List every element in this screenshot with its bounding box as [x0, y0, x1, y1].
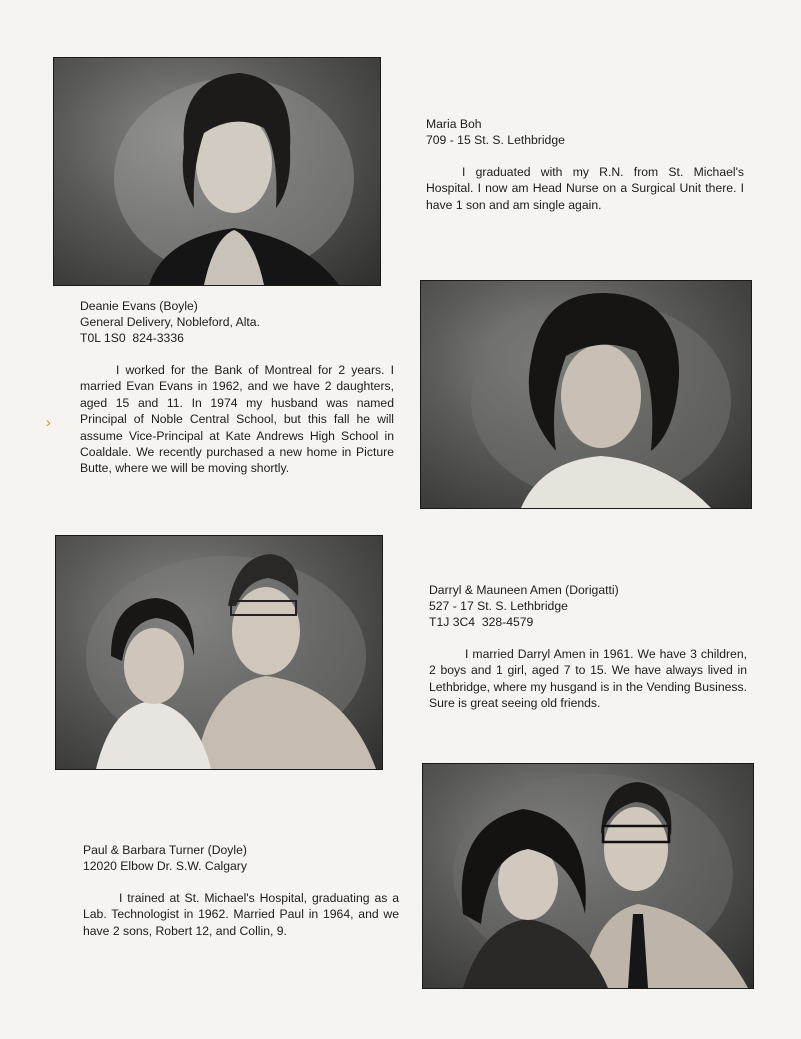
- entry-bio: I worked for the Bank of Montreal for 2 years. I married Evan Evans in 1962, and we have 2 daughters, aged 15 and 11. In 1974 my husband was named Principal of Noble Central School, but this fall he will assume Vice-Principal at Kate Andrews High School in Coaldale. We recently purchased a new home in Picture Butte, where we will be moving shortly.: [80, 363, 394, 476]
- entry-address: 709 - 15 St. S. Lethbridge: [426, 133, 565, 147]
- photo-deanie-evans: [53, 57, 381, 286]
- photo-couple-left: [55, 535, 383, 770]
- entry-bio: I trained at St. Michael's Hospital, graduating as a Lab. Technologist in 1962. Married Paul in 1964, and we have 2 sons, Robert 12, and Collin, 9.: [83, 891, 399, 938]
- margin-mark: ›: [46, 414, 51, 430]
- entry-address: 12020 Elbow Dr. S.W. Calgary: [83, 859, 247, 873]
- photo-couple-right: [422, 763, 754, 989]
- entry-amen: [429, 582, 747, 712]
- entry-name: Darryl & Mauneen Amen (Dorigatti): [429, 583, 619, 597]
- entry-address: 527 - 17 St. S. Lethbridge: [429, 599, 568, 613]
- entry-deanie-evans: [80, 298, 394, 477]
- photo-maria-boh: [420, 280, 752, 509]
- entry-name: Maria Boh: [426, 117, 482, 131]
- entry-name: Paul & Barbara Turner (Doyle): [83, 843, 247, 857]
- entry-address: General Delivery, Nobleford, Alta.: [80, 315, 260, 329]
- entry-name: Deanie Evans (Boyle): [80, 299, 198, 313]
- entry-postal-phone: T1J 3C4 328-4579: [429, 615, 534, 629]
- entry-bio: I graduated with my R.N. from St. Michael's Hospital. I now am Head Nurse on a Surgical Unit there. I have 1 son and am single again.: [426, 165, 744, 212]
- entry-maria-boh: [426, 116, 744, 213]
- entry-bio: I married Darryl Amen in 1961. We have 3 children, 2 boys and 1 girl, aged 7 to 15. We have always lived in Lethbridge, where my husgand is in the Vending Business. Sure is great seeing old friends.: [429, 647, 747, 711]
- entry-postal-phone: T0L 1S0 824-3336: [80, 331, 184, 345]
- entry-turner: [83, 842, 399, 939]
